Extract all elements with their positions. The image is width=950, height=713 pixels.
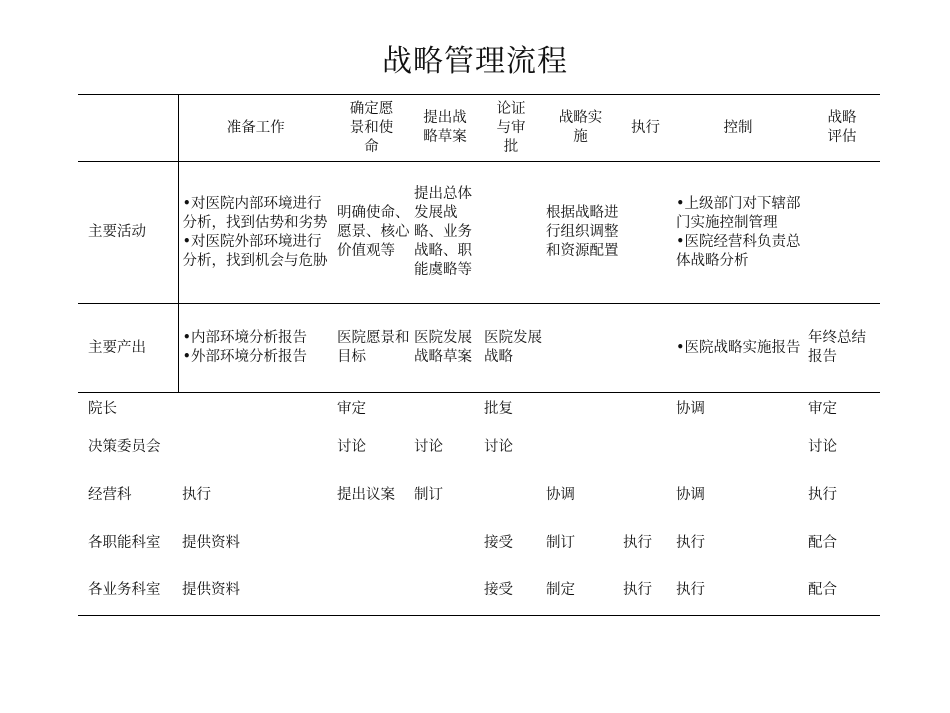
bullet-item: •对医院外部环境进行分析，找到机会与危胁 xyxy=(182,233,328,269)
role-cell: 协调 xyxy=(676,486,705,503)
role-cell: 协调 xyxy=(676,400,705,417)
role-row xyxy=(78,565,880,616)
role-cell xyxy=(480,469,542,521)
role-cell xyxy=(410,521,480,565)
header-line: 执行 xyxy=(631,119,660,136)
role-label: 决策委员会 xyxy=(88,438,161,455)
row-label-activities: 主要活动 xyxy=(78,162,178,304)
activities-approve xyxy=(480,162,542,304)
role-cell xyxy=(672,425,804,469)
role-cell: 批复 xyxy=(484,400,513,417)
outputs-approve: 医院发展战略 xyxy=(480,304,542,393)
header-prep xyxy=(178,95,333,162)
role-cell xyxy=(178,425,333,469)
role-cell: 提供资料 xyxy=(182,534,240,551)
activities-control xyxy=(672,162,804,304)
role-cell xyxy=(333,565,410,616)
role-cell: 提出议案 xyxy=(337,486,395,503)
role-cell: 制订 xyxy=(414,486,443,503)
outputs-vision: 医院愿景和目标 xyxy=(333,304,410,393)
outputs-draft: 医院发展战略草案 xyxy=(410,304,480,393)
header-corner xyxy=(78,95,178,162)
header-line: 提出战 xyxy=(423,110,467,126)
header-approve xyxy=(480,95,542,162)
activities-evaluate xyxy=(804,162,880,304)
header-line: 命 xyxy=(364,138,379,155)
role-cell: 讨论 xyxy=(414,438,443,455)
role-label: 各业务科室 xyxy=(78,565,178,616)
header-line: 略草案 xyxy=(423,129,467,145)
activities-vision: 明确使命、愿景、核心价值观等 xyxy=(333,162,410,304)
header-line: 施 xyxy=(573,129,588,145)
role-row xyxy=(78,521,880,565)
role-label: 经营科 xyxy=(88,486,132,503)
outputs-row xyxy=(78,304,880,393)
bullet-item: •上级部门对下辖部门实施控制管理 xyxy=(676,195,801,231)
header-line: 准备工作 xyxy=(226,119,285,136)
header-draft xyxy=(410,95,480,162)
role-cell: 执行 xyxy=(676,534,705,551)
bullet-item: •外部环境分析报告 xyxy=(182,349,308,365)
role-cell: 审定 xyxy=(808,400,837,417)
activities-prep xyxy=(178,162,333,304)
header-line: 批 xyxy=(503,138,519,155)
header-vision xyxy=(333,95,410,162)
role-cell: 执行 xyxy=(182,486,211,503)
header-implement xyxy=(542,95,619,162)
role-cell: 执行 xyxy=(808,486,837,503)
role-cell: 接受 xyxy=(480,565,542,616)
role-label: 各职能科室 xyxy=(88,534,161,551)
role-cell: 配合 xyxy=(808,534,837,551)
role-cell xyxy=(619,393,672,426)
header-line: 确定愿 xyxy=(349,100,394,117)
outputs-evaluate: 年终总结报告 xyxy=(804,304,880,393)
role-label: 院长 xyxy=(88,400,117,417)
role-cell: 讨论 xyxy=(484,438,513,455)
role-cell: 执行 xyxy=(619,565,672,616)
role-cell: 讨论 xyxy=(337,438,366,455)
strategy-process-table xyxy=(78,94,880,616)
header-line: 控制 xyxy=(723,119,753,136)
role-cell xyxy=(542,425,619,469)
role-cell: 制定 xyxy=(542,565,619,616)
role-cell xyxy=(178,393,333,426)
header-evaluate xyxy=(804,95,880,162)
role-row xyxy=(78,425,880,469)
role-cell: 执行 xyxy=(672,565,804,616)
role-cell: 讨论 xyxy=(808,438,837,455)
header-line: 战略实 xyxy=(558,110,603,126)
role-cell xyxy=(619,469,672,521)
outputs-prep xyxy=(178,304,333,393)
outputs-implement xyxy=(542,304,619,393)
header-row xyxy=(78,95,880,162)
role-cell: 接受 xyxy=(484,534,513,551)
page-title: 战略管理流程 xyxy=(382,44,568,79)
outputs-control xyxy=(672,304,804,393)
activities-implement: 根据战略进行组织调整和资源配置 xyxy=(542,162,619,304)
outputs-execute xyxy=(619,304,672,393)
bullet-item: •医院经营科负责总体战略分析 xyxy=(676,233,801,269)
bullet-item: •内部环境分析报告 xyxy=(182,330,308,346)
activities-execute xyxy=(619,162,672,304)
role-cell xyxy=(410,565,480,616)
activities-draft: 提出总体发展战略、业务战略、职能虞略等 xyxy=(410,162,480,304)
header-line: 论证 xyxy=(496,100,526,117)
header-line: 战略 xyxy=(827,110,857,126)
bullet-item: •医院战略实施报告 xyxy=(676,339,801,356)
role-row xyxy=(78,469,880,521)
role-cell: 协调 xyxy=(546,486,575,503)
bullet-item: •对医院内部环境进行分析，找到估势和劣势 xyxy=(182,195,328,231)
role-cell: 配合 xyxy=(804,565,880,616)
role-cell xyxy=(410,393,480,426)
role-cell xyxy=(542,393,619,426)
role-cell xyxy=(333,521,410,565)
header-control xyxy=(672,95,804,162)
role-cell: 制订 xyxy=(546,534,575,551)
role-cell: 提供资料 xyxy=(178,565,333,616)
header-execute xyxy=(619,95,672,162)
header-line: 景和使 xyxy=(349,119,394,136)
role-cell xyxy=(619,425,672,469)
role-cell: 审定 xyxy=(337,400,366,417)
activities-row xyxy=(78,162,880,304)
role-row xyxy=(78,393,880,426)
role-cell: 执行 xyxy=(623,534,652,551)
header-line: 评估 xyxy=(827,129,857,145)
row-label-outputs: 主要产出 xyxy=(78,304,178,393)
header-line: 与审 xyxy=(496,119,526,136)
